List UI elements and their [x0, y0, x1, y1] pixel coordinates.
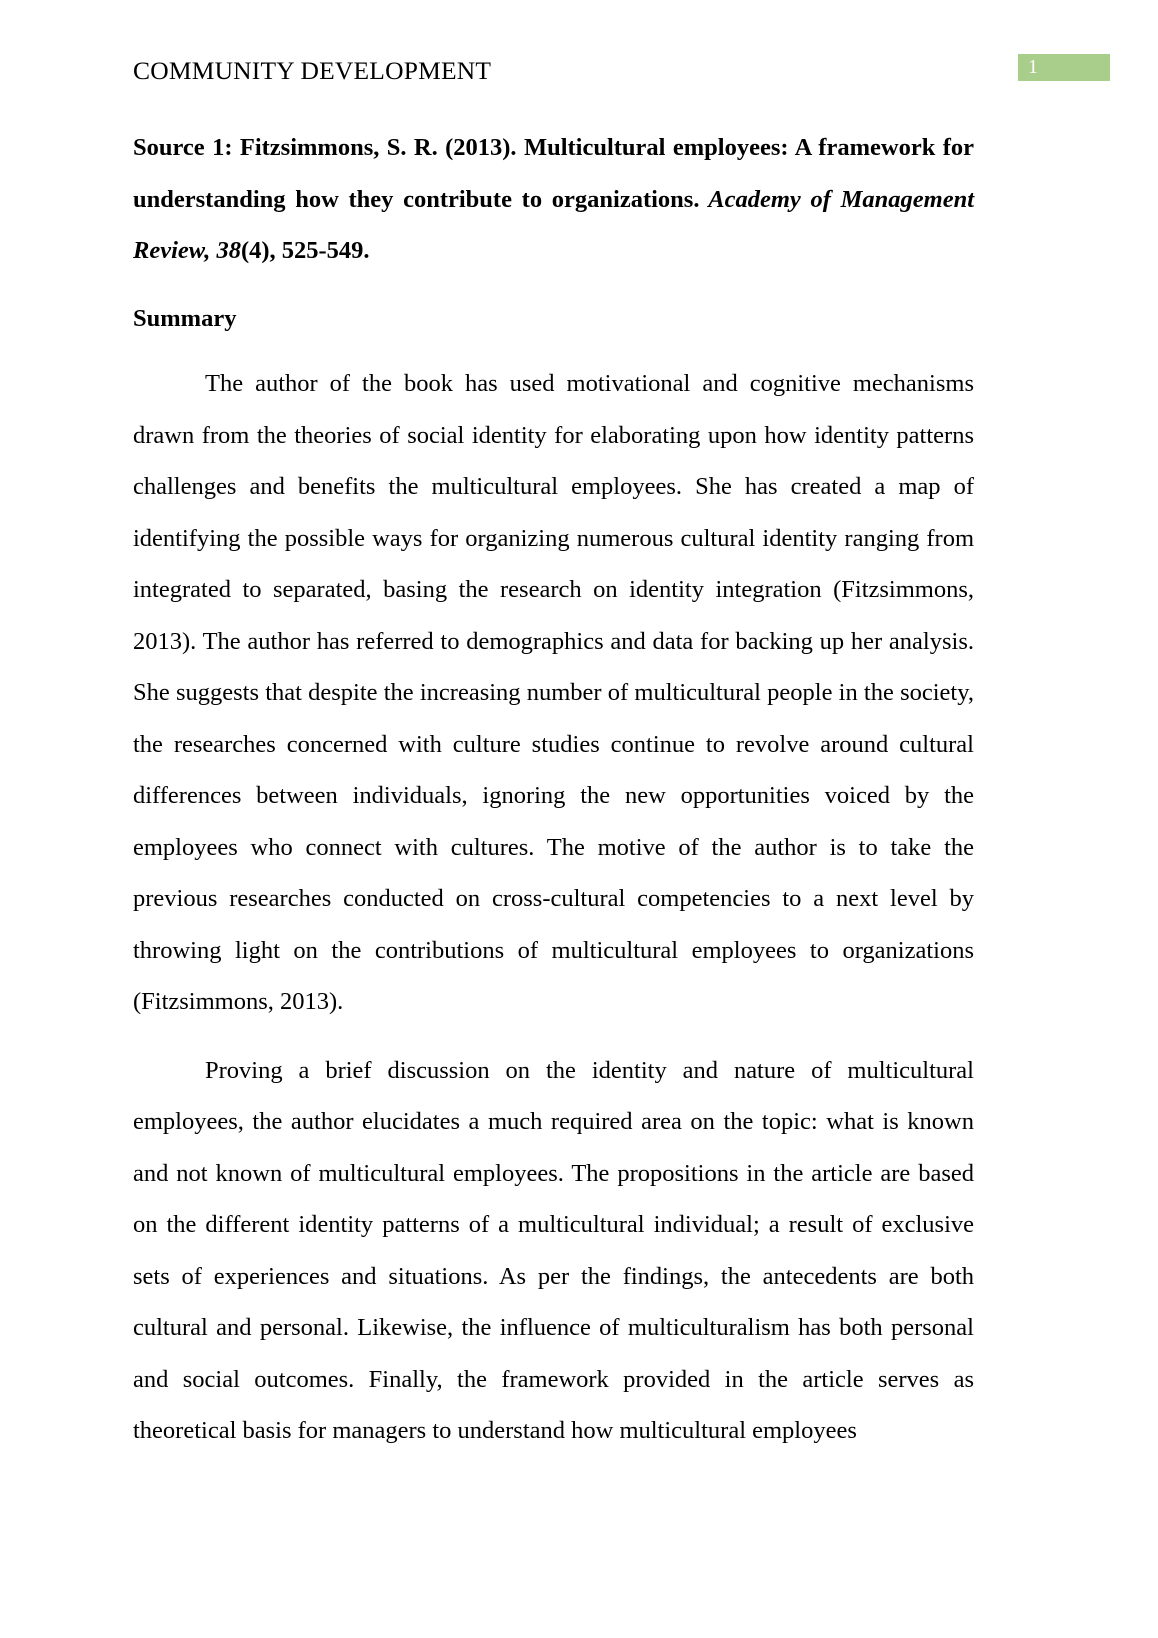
- section-heading-summary: Summary: [133, 304, 237, 332]
- body-paragraph-1: The author of the book has used motivational and cognitive mechanisms drawn from the theories of social identity for elaborating upon how identity patterns challenges and benefits the multicultural employees. She has created a map of identifying the possible ways for organizing numerous cultural identity ranging from integrated to separated, basing the research on identity integration (Fitzsimmons, 2013). The author has referred to demographics and data for backing up her analysis. She suggests that despite the increasing number of multicultural people in the society, the researches concerned with culture studies continue to revolve around cultural differences between individuals, ignoring the new opportunities voiced by the employees who connect with cultures. The motive of the author is to take the previous researches conducted on cross-cultural competencies to a next level by throwing light on the contributions of multicultural employees to organizations (Fitzsimmons, 2013).: [133, 370, 974, 1015]
- citation-lead-text: Source 1: Fitzsimmons, S. R. (2013). Multicultural employees: A framework for understanding how they contribute to organizations.: [133, 134, 974, 213]
- page-header: [0, 56, 1158, 96]
- source-citation-heading: [133, 122, 974, 277]
- running-head: COMMUNITY DEVELOPMENT: [133, 56, 492, 85]
- body-paragraph-2: Proving a brief discussion on the identity and nature of multicultural employees, the author elucidates a much required area on the topic: what is known and not known of multicultural employees. The propositions in the article are based on the different identity patterns of a multicultural individual; a result of exclusive sets of experiences and situations. As per the findings, the antecedents are both cultural and personal. Likewise, the influence of multiculturalism has both personal and social outcomes. Finally, the framework provided in the article serves as theoretical basis for managers to understand how multicultural employees: [133, 1056, 974, 1444]
- citation-locator-text: (4), 525-549.: [240, 237, 370, 264]
- citation-journal-text: Academy of Management Review, 38: [133, 185, 974, 264]
- page-number-badge: [1018, 54, 1110, 81]
- document-body: [133, 122, 974, 1457]
- page-number: 1: [1028, 56, 1038, 78]
